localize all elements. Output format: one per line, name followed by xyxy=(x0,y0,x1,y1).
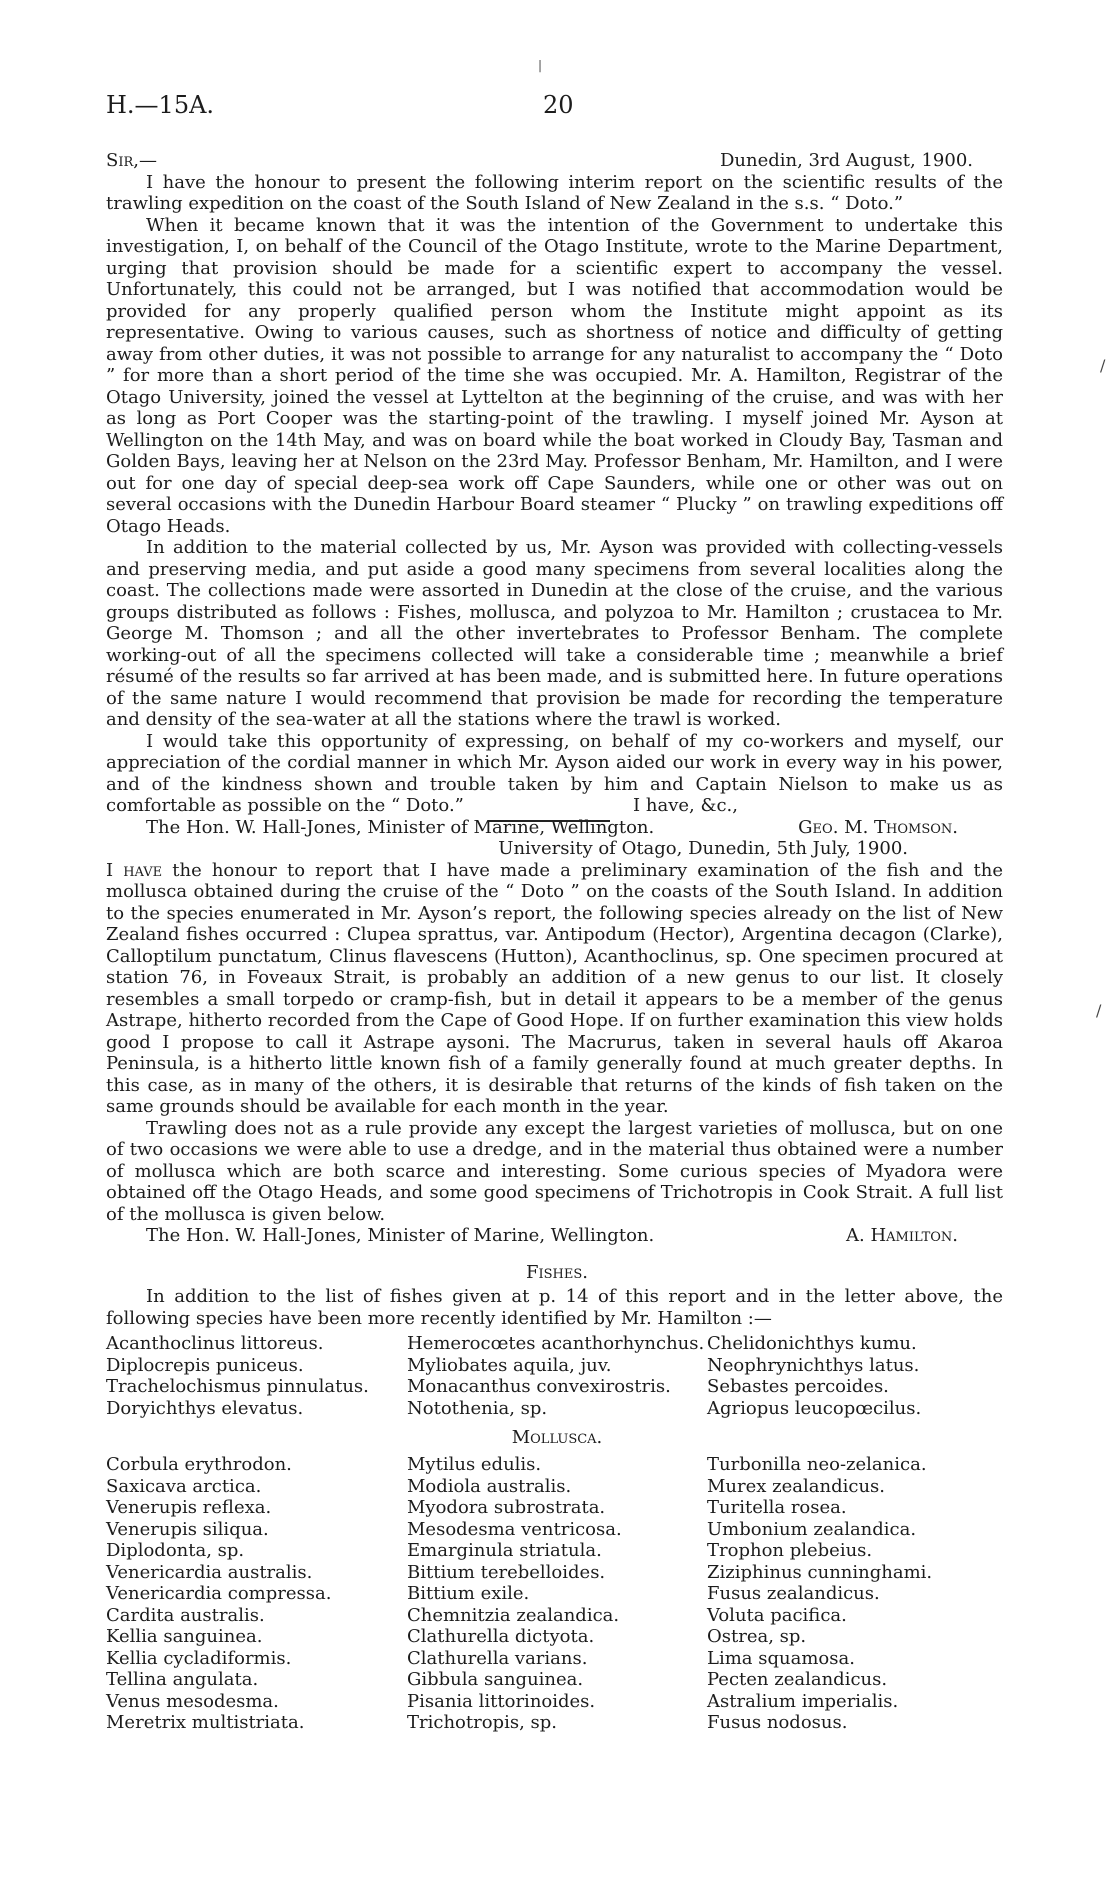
section-divider xyxy=(488,820,610,822)
letter1-paragraph: I have the honour to present the following interim report on the scientific results of the trawling expedition on the coast of the South Island of New Zealand in the s.s. “ Doto.” xyxy=(106,171,1003,214)
fish-name: Agriopus leucopœcilus. xyxy=(707,1397,922,1419)
mollusc-name: Modiola australis. xyxy=(407,1475,572,1497)
salutation-row xyxy=(106,150,1003,172)
mollusc-name: Pecten zealandicus. xyxy=(707,1669,888,1690)
fishes-intro: In addition to the list of fishes given at p. 14 of this report and in the letter above, the following species have been more recently identified by Mr. Hamilton :— xyxy=(106,1286,1003,1329)
mollusc-name: Clathurella varians. xyxy=(407,1647,588,1669)
mollusc-name: Lima squamosa. xyxy=(707,1647,855,1669)
mollusc-name: Corbula erythrodon. xyxy=(106,1454,292,1475)
salutation: Sir,— xyxy=(106,150,157,171)
letter-thomson xyxy=(106,150,1003,838)
page-reference: H.—15A. xyxy=(106,91,215,119)
mollusc-name: Venericardia compressa. xyxy=(106,1583,332,1604)
mollusc-name: Venerupis siliqua. xyxy=(106,1518,269,1540)
fish-name: Sebastes percoides. xyxy=(707,1376,889,1397)
fish-name: Diplocrepis puniceus. xyxy=(106,1354,304,1376)
mollusc-name: Venericardia australis. xyxy=(106,1561,313,1583)
mollusca-column-3 xyxy=(707,1454,932,1734)
letter1-paragraph: When it became known that it was the intention of the Government to undertake this investigation, I, on behalf of the Council of the Otago Institute, wrote to the Marine Department, urging that provision should be made for a scientific expert to accompany the vessel. Unfortunately, this could not be arranged, but I was notified that accommodation would be provided for any properly qualified person whom the Institute might appoint as its representative. Owing to various causes, such as shortness of notice and difficulty of getting away from other duties, it was not possible to arrange for any naturalist to accompany the “ Doto ” for more than a short period of the time she was occupied. Mr. A. Hamilton, Registrar of the Otago University, joined the vessel at Lyttelton at the beginning of the cruise, and was with her as long as Port Cooper was the starting-point of the trawling. I myself joined Mr. Ayson at Wellington on the 14th May, and was on board while the boat worked in Cloudy Bay, Tasman and Golden Bays, leaving her at Nelson on the 23rd May. Professor Benham, Mr. Hamilton, and I were out for one day of special deep-sea work off Cape Saunders, while one or other was out on several occasions with the Dunedin Harbour Board steamer “ Plucky ” on trawling expeditions off Otago Heads. xyxy=(106,214,1003,537)
mollusc-name: Mytilus edulis. xyxy=(407,1454,542,1475)
fishes-column-3 xyxy=(707,1333,921,1419)
letter2-signature: A. Hamilton. xyxy=(846,1225,958,1246)
mollusc-name: Fusus nodosus. xyxy=(707,1712,848,1733)
letter2-signoff-row xyxy=(106,1225,1003,1247)
mollusca-column-2 xyxy=(407,1454,622,1734)
mollusc-name: Voluta pacifica. xyxy=(707,1604,847,1626)
mollusc-name: Saxicava arctica. xyxy=(106,1475,262,1497)
mollusca-column-1 xyxy=(106,1454,331,1734)
mollusc-name: Turitella rosea. xyxy=(707,1497,847,1518)
fish-name: Acanthoclinus littoreus. xyxy=(106,1333,324,1354)
mollusc-name: Gibbula sanguinea. xyxy=(407,1669,584,1690)
page-number: 20 xyxy=(543,91,574,119)
mollusc-name: Pisania littorinoides. xyxy=(407,1690,596,1712)
mollusc-name: Trichotropis, sp. xyxy=(407,1712,557,1733)
mollusc-name: Bittium exile. xyxy=(407,1583,530,1604)
mollusc-name: Myodora subrostrata. xyxy=(407,1497,606,1518)
letter2-opening-word: I have xyxy=(106,859,163,881)
fishes-heading: Fishes. xyxy=(526,1262,588,1283)
letter2-place-date: University of Otago, Dunedin, 5th July, 1900. xyxy=(498,838,908,859)
mollusc-name: Kellia sanguinea. xyxy=(106,1626,263,1647)
margin-mark: | xyxy=(538,58,543,72)
fishes-column-1 xyxy=(106,1333,369,1419)
letter2-paragraph: Trawling does not as a rule provide any except the largest varieties of mollusca, but on one of two occasions we were able to use a dredge, and in the material thus obtained were a number of mollusca which are both scarce and interesting. Some curious species of Myadora were obtained off the Otago Heads, and some good specimens of Trichotropis in Cook Strait. A full list of the mollusca is given below. xyxy=(106,1117,1003,1225)
fish-name: Chelidonichthys kumu. xyxy=(707,1333,917,1354)
mollusc-name: Emarginula striatula. xyxy=(407,1540,602,1561)
mollusc-name: Astralium imperialis. xyxy=(707,1690,899,1712)
fish-name: Neophrynichthys latus. xyxy=(707,1354,920,1376)
mollusc-name: Fusus zealandicus. xyxy=(707,1583,880,1604)
fishes-intro-block xyxy=(106,1286,1003,1329)
fish-name: Trachelochismus pinnulatus. xyxy=(106,1376,369,1397)
fish-name: Monacanthus convexirostris. xyxy=(407,1376,671,1397)
fish-name: Notothenia, sp. xyxy=(407,1397,548,1419)
mollusc-name: Venus mesodesma. xyxy=(106,1690,279,1712)
mollusc-name: Trophon plebeius. xyxy=(707,1540,873,1561)
letter1-paragraph: I would take this opportunity of expressing, on behalf of my co-workers and myself, our appreciation of the cordial manner in which Mr. Ayson aided our work in every way in his power, and of the kindness shown and trouble taken by him and Captain Nielson to make us as comfortable as possible on the “ Doto.” xyxy=(106,730,1003,816)
mollusc-name: Clathurella dictyota. xyxy=(407,1626,595,1647)
mollusc-name: Chemnitzia zealandica. xyxy=(407,1604,620,1626)
mollusc-name: Tellina angulata. xyxy=(106,1669,259,1690)
letter1-signature: Geo. M. Thomson. xyxy=(798,816,958,838)
fishes-column-2 xyxy=(407,1333,704,1419)
mollusc-name: Umbonium zealandica. xyxy=(707,1518,917,1540)
mollusc-name: Ziziphinus cunninghami. xyxy=(707,1561,933,1583)
mollusc-name: Venerupis reflexa. xyxy=(106,1497,272,1518)
letter2-addressee: The Hon. W. Hall-Jones, Minister of Marine, Wellington. xyxy=(146,1225,655,1246)
fish-name: Myliobates aquila, juv. xyxy=(407,1354,612,1376)
letter-hamilton xyxy=(106,838,1003,1247)
fish-name: Hemerocœtes acanthorhynchus. xyxy=(407,1333,705,1354)
letter1-paragraph: In addition to the material collected by us, Mr. Ayson was provided with collecting-vessels and preserving media, and put aside a good many specimens from several localities along the coast. The collections made were assorted in Dunedin at the close of the cruise, and the various groups distributed as follows : Fishes, mollusca, and polyzoa to Mr. Hamilton ; crustacea to Mr. George M. Thomson ; and all the other invertebrates to Professor Benham. The complete working-out of all the specimens collected will take a considerable time ; meanwhile a brief résumé of the results so far arrived at has been made, and is submitted here. In future operations of the same nature I would recommend that provision be made for recording the temperature and density of the sea-water at all the stations where the trawl is worked. xyxy=(106,537,1003,730)
mollusc-name: Kellia cycladiformis. xyxy=(106,1647,292,1669)
letter1-place-date: Dunedin, 3rd August, 1900. xyxy=(719,150,973,171)
fish-name: Doryichthys elevatus. xyxy=(106,1397,304,1419)
margin-mark: / xyxy=(1096,1001,1102,1020)
mollusc-name: Cardita australis. xyxy=(106,1604,265,1626)
mollusc-name: Ostrea, sp. xyxy=(707,1626,807,1647)
mollusc-name: Mesodesma ventricosa. xyxy=(407,1518,622,1540)
margin-mark: / xyxy=(1100,356,1106,375)
mollusc-name: Diplodonta, sp. xyxy=(106,1540,245,1561)
mollusca-heading: Mollusca. xyxy=(511,1427,603,1448)
letter1-addressee: The Hon. W. Hall-Jones, Minister of Marine, Wellington. xyxy=(146,816,655,838)
letter1-closing: I have, &c., xyxy=(633,795,738,816)
mollusc-name: Bittium terebelloides. xyxy=(407,1561,606,1583)
letter2-paragraph: the honour to report that I have made a preliminary examination of the fish and the mollusca obtained during the cruise of the “ Doto ” on the coasts of the South Island. In addition to the species enumerated in Mr. Ayson’s report, the following species already on the list of New Zealand fishes occurred : Clupea sprattus, var. Antipodum (Hector), Argentina decagon (Clarke), Calloptilum punctatum, Clinus flavescens (Hutton), Acanthoclinus, sp. One specimen procured at station 76, in Foveaux Strait, is probably an addition of a new genus to our list. It closely resembles a small torpedo or cramp-fish, but in detail it appears to be a member of the genus Astrape, hitherto recorded from the Cape of Good Hope. If on further examination this view holds good I propose to call it Astrape aysoni. The Macrurus, taken in several hauls off Akaroa Peninsula, is a hitherto little known fish of a family generally found at much greater depths. In this case, as in many of the others, it is desirable that returns of the kinds of fish taken on the same grounds should be available for each month in the year. xyxy=(106,859,1003,1117)
mollusc-name: Turbonilla neo-zelanica. xyxy=(707,1454,927,1475)
mollusc-name: Meretrix multistriata. xyxy=(106,1712,305,1733)
mollusc-name: Murex zealandicus. xyxy=(707,1475,886,1497)
